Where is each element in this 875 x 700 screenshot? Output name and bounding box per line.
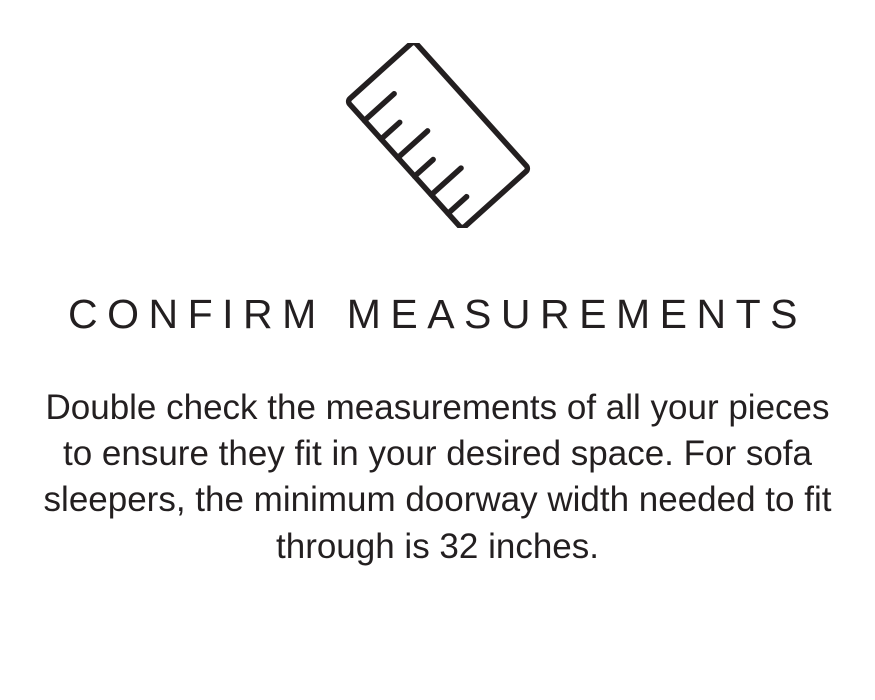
icon-container bbox=[28, 30, 847, 240]
body-text: Double check the measurements of all your pieces to ensure they fit in your desired space. For sofa sleepers, the minimum doorway width needed to fit through is 32 inches. bbox=[43, 388, 832, 566]
page-title: CONFIRM MEASUREMENTS bbox=[68, 291, 807, 337]
ruler-icon bbox=[338, 43, 538, 228]
